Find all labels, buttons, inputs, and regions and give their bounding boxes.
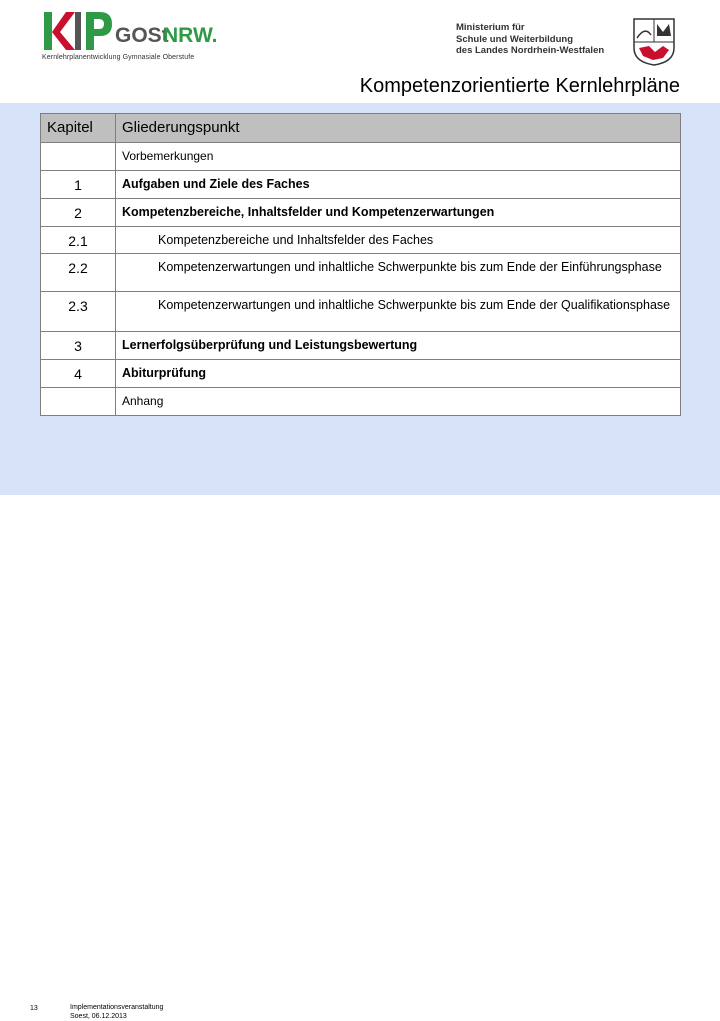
table-row [41,360,681,388]
slide-header [0,0,720,103]
chapter-number: 2 [41,199,116,227]
chapter-number: 2.2 [41,254,116,292]
column-header-kapitel: Kapitel [41,114,116,143]
ministry-name: Ministerium für Schule und Weiterbildung des Landes Nordrhein-Westfalen [456,22,605,56]
logo-nrw-text: NRW. [163,24,218,47]
logo-subtitle: Kernlehrplanentwicklung Gymnasiale Oberstufe [42,54,195,61]
table-row [41,388,681,416]
chapter-number [41,388,116,416]
chapter-number: 2.3 [41,292,116,332]
chapter-number: 2.1 [41,227,116,254]
table-header-row [41,114,681,143]
outline-item: Kompetenzbereiche und Inhaltsfelder des Faches [116,227,681,254]
table-row [41,292,681,332]
footer-event: Implementationsveranstaltung Soest, 06.12.2013 [70,1004,164,1020]
chapter-number: 4 [41,360,116,388]
slide-footer [0,495,720,1020]
outline-item: Kompetenzerwartungen und inhaltliche Schwerpunkte bis zum Ende der Einführungsphase [116,254,681,292]
table-row [41,199,681,227]
table-row [41,254,681,292]
slide-title: Kompetenzorientierte Kernlehrpläne [359,75,680,97]
outline-item: Kompetenzerwartungen und inhaltliche Schwerpunkte bis zum Ende der Qualifikationsphase [116,292,681,332]
nrw-crest-icon [633,18,675,66]
chapter-number: 1 [41,171,116,199]
chapter-number: 3 [41,332,116,360]
outline-item: Lernerfolgsüberprüfung und Leistungsbewertung [116,332,681,360]
page-number: 13 [30,1005,38,1012]
table-row [41,332,681,360]
outline-item: Aufgaben und Ziele des Faches [116,171,681,199]
table-row [41,143,681,171]
outline-item: Vorbemerkungen [116,143,681,171]
outline-item: Anhang [116,388,681,416]
column-header-gliederungspunkt: Gliederungspunkt [116,114,681,143]
table-row [41,227,681,254]
outline-item: Abiturprüfung [116,360,681,388]
logo-gost-text: GOSt [115,24,169,47]
chapter-number [41,143,116,171]
outline-item: Kompetenzbereiche, Inhaltsfelder und Kompetenzerwartungen [116,199,681,227]
outline-table [40,113,681,416]
table-row [41,171,681,199]
